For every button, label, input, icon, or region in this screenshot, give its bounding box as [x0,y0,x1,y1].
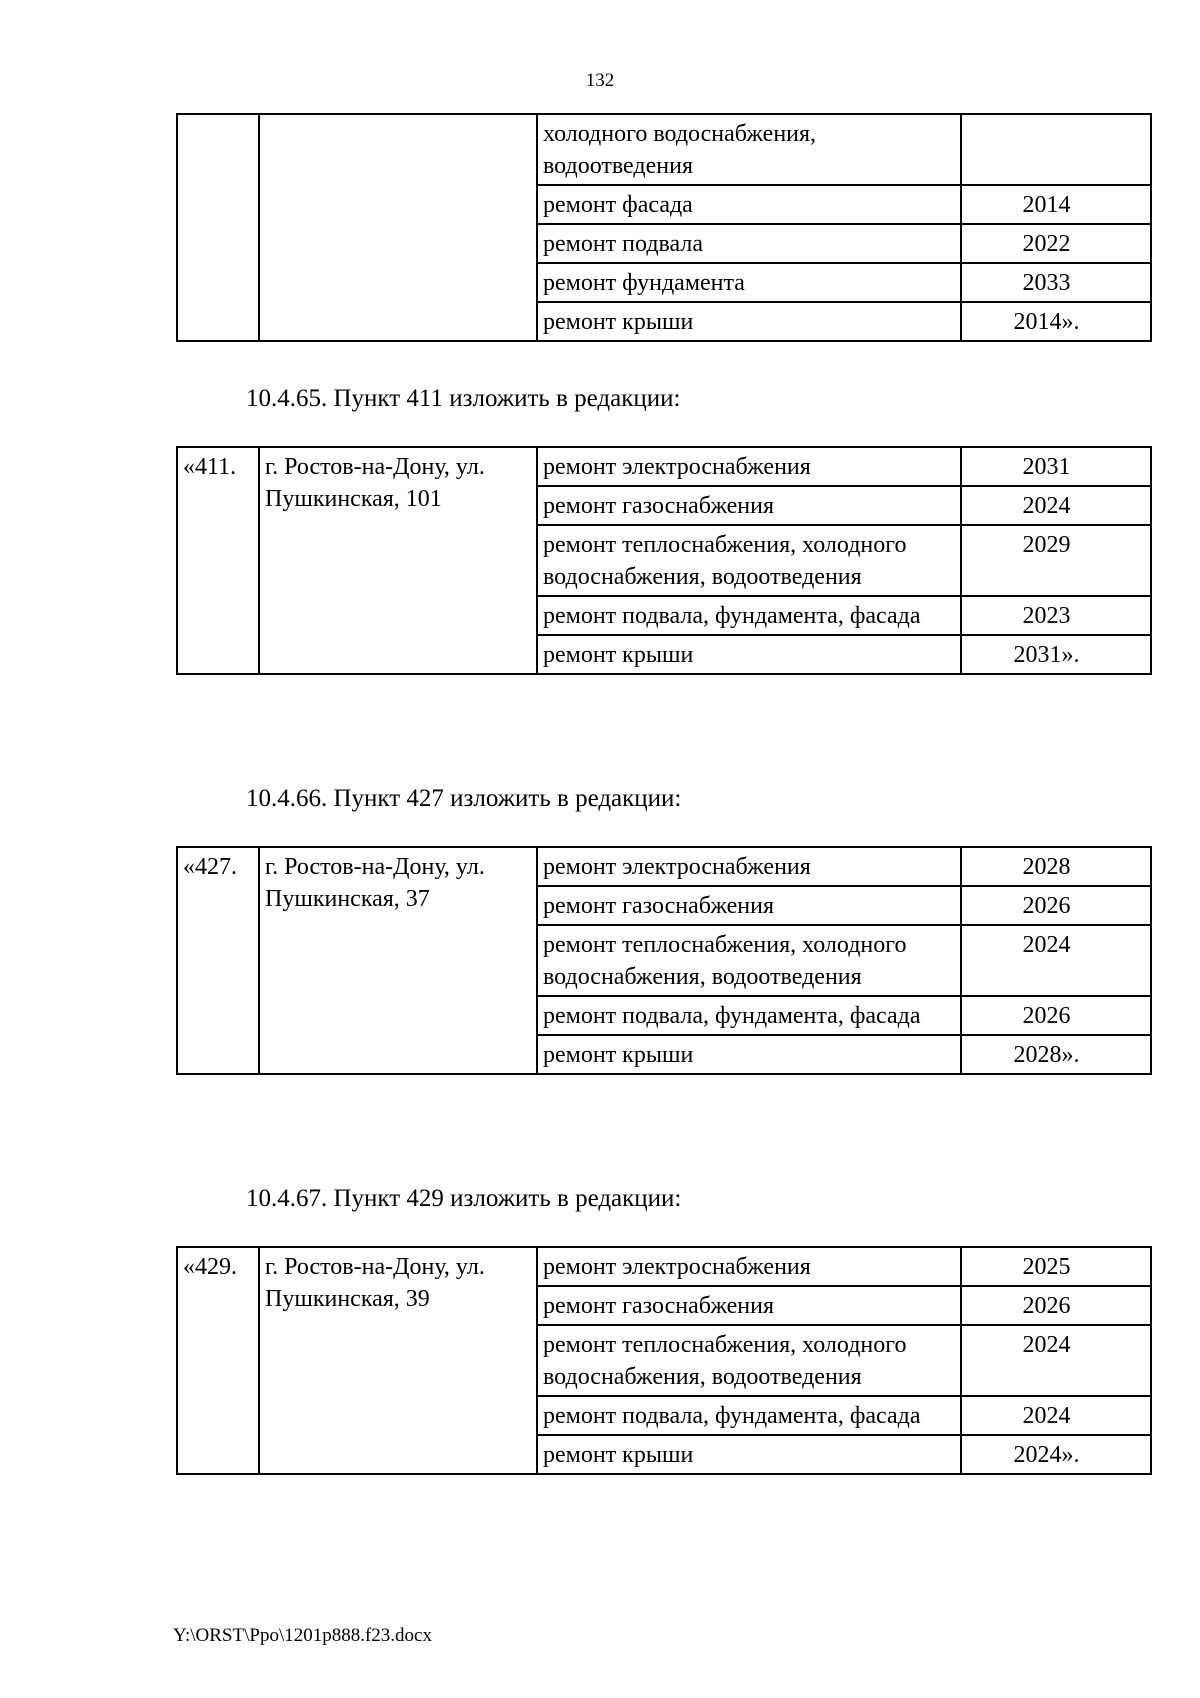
table-row [177,847,1151,886]
work-cell: ремонт газоснабжения [537,486,961,525]
work-cell: ремонт теплоснабжения, холодного водоснабжения, водоотведения [537,1325,961,1396]
year-cell: 2033 [961,263,1151,302]
footer-file-path: Y:\ORST\Ppo\1201p888.f23.docx [173,1625,432,1646]
item-table-411 [176,446,1152,675]
year-cell: 2024 [961,1396,1151,1435]
item-number-cell [177,114,259,341]
item-number-cell: «411. [177,447,259,674]
year-cell [961,114,1151,185]
page-number: 132 [585,70,615,91]
year-cell: 2024 [961,1325,1151,1396]
year-cell: 2025 [961,1247,1151,1286]
item-table-427 [176,846,1152,1075]
table-row [177,447,1151,486]
item-number-cell: «429. [177,1247,259,1474]
year-cell: 2024 [961,486,1151,525]
work-cell: ремонт подвала, фундамента, фасада [537,1396,961,1435]
address-cell: г. Ростов-на-Дону, ул. Пушкинская, 37 [259,847,537,1074]
year-cell: 2031». [961,635,1151,674]
table-row [177,1247,1151,1286]
work-cell: ремонт крыши [537,1035,961,1074]
work-cell: ремонт электроснабжения [537,1247,961,1286]
address-cell: г. Ростов-на-Дону, ул. Пушкинская, 39 [259,1247,537,1474]
address-cell [259,114,537,341]
year-cell: 2029 [961,525,1151,596]
year-cell: 2031 [961,447,1151,486]
work-cell: ремонт газоснабжения [537,886,961,925]
work-cell: ремонт теплоснабжения, холодного водоснабжения, водоотведения [537,925,961,996]
year-cell: 2026 [961,1286,1151,1325]
work-cell: ремонт газоснабжения [537,1286,961,1325]
year-cell: 2026 [961,996,1151,1035]
work-cell: ремонт подвала, фундамента, фасада [537,996,961,1035]
year-cell: 2023 [961,596,1151,635]
work-cell: холодного водоснабжения, водоотведения [537,114,961,185]
address-cell: г. Ростов-на-Дону, ул. Пушкинская, 101 [259,447,537,674]
work-cell: ремонт крыши [537,302,961,341]
work-cell: ремонт теплоснабжения, холодного водоснабжения, водоотведения [537,525,961,596]
item-table-429 [176,1246,1152,1475]
year-cell: 2014 [961,185,1151,224]
section-heading: 10.4.66. Пункт 427 изложить в редакции: [246,785,682,812]
section-heading: 10.4.65. Пункт 411 изложить в редакции: [246,385,681,412]
section-heading: 10.4.67. Пункт 429 изложить в редакции: [246,1185,682,1212]
work-cell: ремонт подвала [537,224,961,263]
work-cell: ремонт крыши [537,635,961,674]
year-cell: 2028 [961,847,1151,886]
year-cell: 2028». [961,1035,1151,1074]
work-cell: ремонт крыши [537,1435,961,1474]
year-cell: 2026 [961,886,1151,925]
table-row [177,114,1151,185]
year-cell: 2014». [961,302,1151,341]
work-cell: ремонт фундамента [537,263,961,302]
work-cell: ремонт фасада [537,185,961,224]
year-cell: 2022 [961,224,1151,263]
work-cell: ремонт электроснабжения [537,447,961,486]
year-cell: 2024 [961,925,1151,996]
work-cell: ремонт подвала, фундамента, фасада [537,596,961,635]
work-cell: ремонт электроснабжения [537,847,961,886]
item-number-cell: «427. [177,847,259,1074]
continuation-table [176,113,1152,342]
year-cell: 2024». [961,1435,1151,1474]
